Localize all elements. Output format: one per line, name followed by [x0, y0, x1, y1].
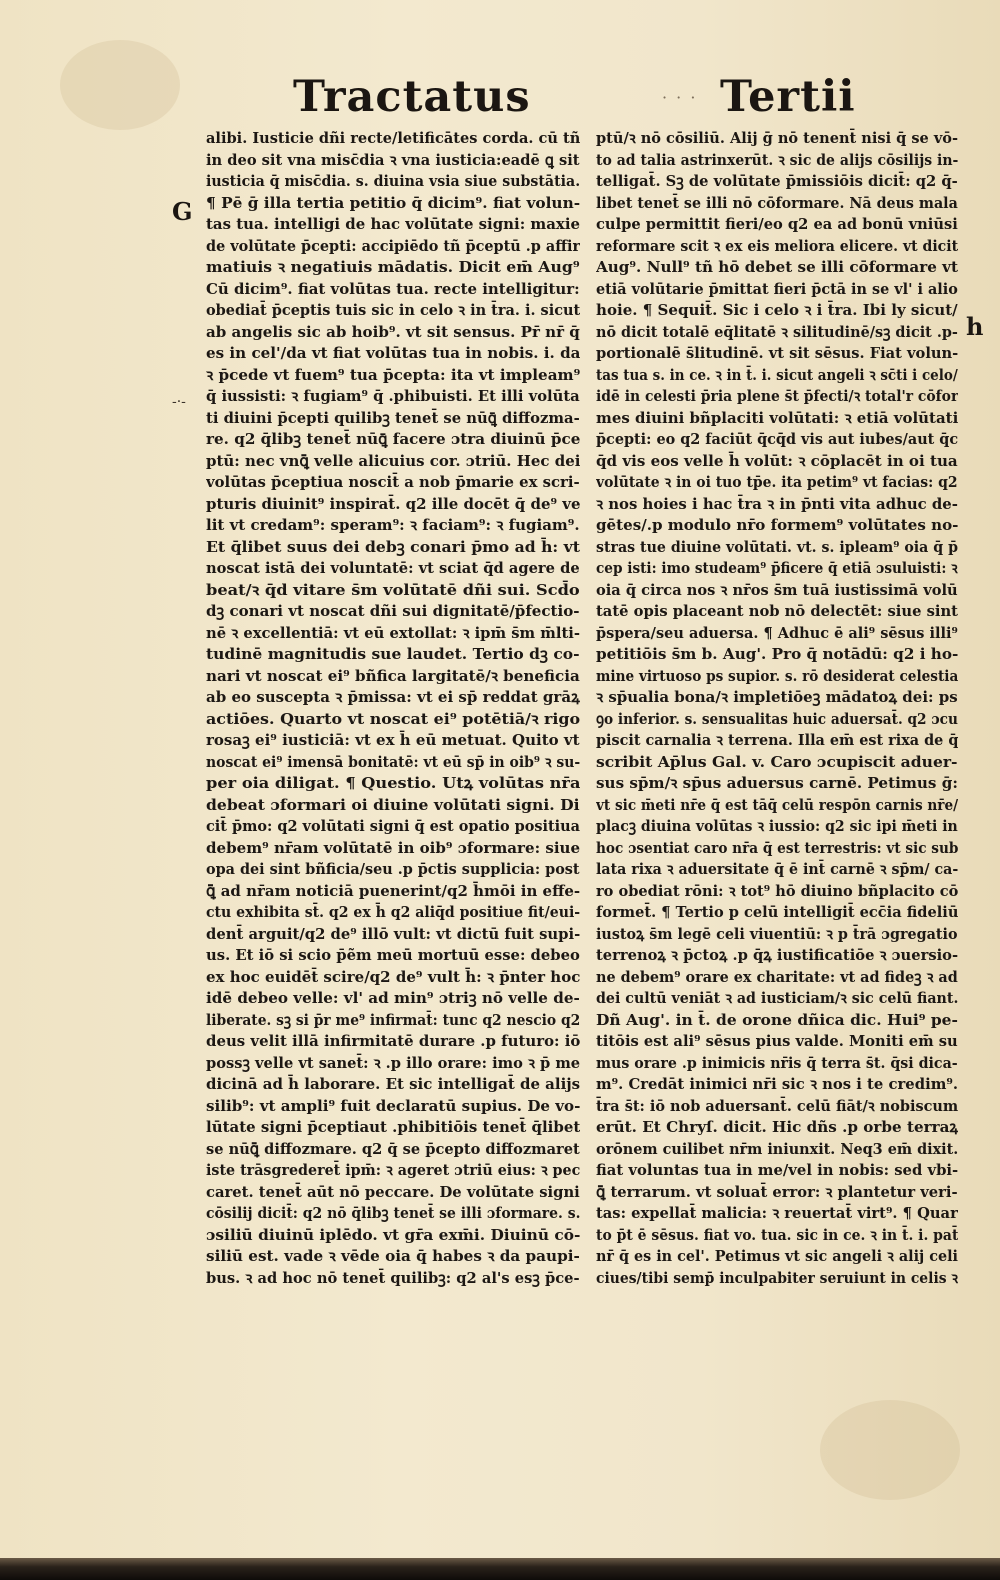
text-line: erūt. Et Chryſ. dicit. Hic dñs .p orbe terraꝝ: [596, 1118, 958, 1136]
text-line: orōnem cuilibet nr̄m iniunxit. Neq3 em̄ dixit.: [596, 1139, 958, 1158]
text-line: obediat̄ p̄ceptis tuis sic in celo ꝛ in t̄ra. i. sicut: [206, 301, 580, 319]
text-line: ctu exhibita st̄. q2 ex h̄ q2 aliq̄d positiue fit/eui-: [206, 903, 580, 921]
text-line: opa dei sint bñficia/seu .p p̄ctis supplicia: post: [206, 860, 580, 878]
text-line: cit̄ p̄mo: q2 volūtati signi q̄ est opatio positiua: [206, 817, 580, 835]
text-line: ꝛ nos hoies i hac t̄ra ꝛ in p̄nti vita adhuc de-: [596, 494, 958, 513]
text-line: pturis diuinit⁹ inspirat̄. q2 ille docēt q̄ de⁹ ve: [206, 494, 580, 513]
text-line: q̄ iussisti: ꝛ fugiam⁹ q̄ .phibuisti. Et illi volūta: [206, 387, 580, 405]
text-line: alibi. Iusticie dñi recte/letificātes corda. cū tñ: [206, 129, 580, 147]
text-line: etiā volūtarie p̄mittat fieri p̄ctā in se vl' i alio: [596, 279, 958, 298]
text-column-left: [206, 128, 580, 1289]
text-line: sus sp̄m/ꝛ sp̄us aduersus carnē. Petimus ḡ:: [596, 774, 958, 792]
text-line: dicinā ad h̄ laborare. Et sic intelligat̄ de alijs: [206, 1075, 580, 1093]
text-line: cep isti: imo studeam⁹ p̄ficere q̄ etiā ɔsuluisti: ꝛ: [596, 559, 958, 577]
text-line: ꝛ p̄cede vt fuem⁹ tua p̄cepta: ita vt impleam⁹: [206, 365, 580, 384]
text-line: culpe permittit fieri/eo q2 ea ad bonū vniūsi: [596, 215, 958, 233]
text-column-right: [596, 128, 958, 1289]
text-line: t̄ra s̄t: iō nob aduersant̄. celū fiāt/ꝛ nobiscum: [596, 1096, 958, 1115]
text-line: libet tenet̄ se illi nō cōformare. Nā deus mala: [596, 193, 958, 212]
text-line: noscat ei⁹ imensā bonitatē: vt eū sp̄ in oib⁹ ꝛ su-: [206, 752, 580, 771]
text-line: idē in celesti p̄ria plene s̄t p̄fecti/ꝛ total'r cōfor: [596, 387, 958, 405]
text-line: stras tue diuine volūtati. vt. s. ipleam⁹ oia q̄ p̄: [596, 537, 958, 556]
text-line: dei cultū veniāt ꝛ ad iusticiam/ꝛ sic celū fiant.: [596, 989, 958, 1007]
text-line: q̄d vis eos velle h̄ volūt: ꝛ cōplacēt in oi tua: [596, 451, 958, 470]
text-line: ptū/ꝛ nō cōsiliū. Alij ḡ nō tenent̄ nisi q̄ se vō-: [596, 129, 958, 147]
text-line: telligat̄. Sꝫ de volūtate p̄missiōis dicit̄: q2 q̄-: [596, 172, 958, 190]
text-line: Aug⁹. Null⁹ tñ hō debet se illi cōformare vt: [596, 258, 958, 276]
text-line: ꝯo inferior. s. sensualitas huic aduersat̄. q2 ɔcu: [596, 709, 958, 728]
text-line: mus orare .p inimicis nr̄is q̄ terra s̄t. q̄si dica-: [596, 1053, 958, 1072]
text-line: beat/ꝛ q̄d vitare s̄m volūtatē dñi sui. Scd̄o: [206, 580, 580, 599]
text-line: p̄spera/seu aduersa. ¶ Adhuc ē ali⁹ sēsus illi⁹: [596, 623, 958, 642]
text-line: ciues/tibi semp̄ inculpabiter seruiunt in celis ꝛ: [596, 1268, 958, 1287]
paper-stain: [820, 1400, 960, 1500]
text-line: ab eo suscepta ꝛ p̄missa: vt ei sp̄ reddat grāꝝ: [206, 688, 580, 706]
text-line: de volūtate p̄cepti: accipiēdo tñ p̄ceptū .p affir: [206, 236, 580, 255]
text-line: possꝫ velle vt sanet̄: ꝛ .p illo orare: imo ꝛ p̄ me: [206, 1053, 580, 1072]
text-line: nō dicit totalē eq̄litatē ꝛ silitudinē/sꝫ dicit .p-: [596, 322, 958, 341]
page-bottom-edge: [0, 1558, 1000, 1580]
text-line: nē ꝛ excellentiā: vt eū extollat: ꝛ ipm̄ s̄m m̄lti-: [206, 623, 580, 642]
paper-stain: [60, 40, 180, 130]
text-line: tas: expellat̄ malicia: ꝛ reuertat̄ virt⁹. ¶ Quar: [596, 1204, 958, 1222]
text-line: siliū est. vade ꝛ vēde oia q̄ habes ꝛ da paupi-: [206, 1247, 580, 1265]
text-line: tatē opis placeant nob nō delectēt: siue sint: [596, 602, 958, 620]
margin-dash-mark: -·-: [172, 394, 186, 410]
running-head-right: Tertii: [720, 72, 856, 122]
text-line: ro obediat rōni: ꝛ tot⁹ hō diuino bñplacito cō: [596, 881, 958, 900]
running-head-left: Tractatus: [293, 72, 531, 122]
text-line: hoie. ¶ Sequit̄. Sic i celo ꝛ i t̄ra. Ibi ly sicut/: [596, 301, 958, 319]
text-line: Cū dicim⁹. fiat volūtas tua. recte intelligitur:: [206, 279, 580, 298]
running-head-ornament: · · ·: [662, 88, 698, 107]
margin-letter-right: h: [966, 312, 984, 341]
text-line: to ad talia astrinxerūt. ꝛ sic de alijs cōsilijs in-: [596, 150, 958, 169]
text-line: piscit carnalia ꝛ terrena. Illa em̄ est rixa de q̄: [596, 731, 958, 749]
text-line: per oia diligat. ¶ Questio. Utꝝ volūtas nr̄a: [206, 774, 580, 792]
text-line: debeat ɔformari oi diuine volūtati signi. Di: [206, 795, 580, 814]
text-line: nr̄ q̄ es in cel'. Petimus vt sic angeli ꝛ alij celi: [596, 1247, 958, 1265]
text-line: es in cel'/da vt fiat volūtas tua in nobis. i. da: [206, 344, 580, 362]
text-line: dent̄ arguit/q2 de⁹ illō vult: vt dictū fuit supi-: [206, 924, 580, 943]
text-line: ti diuini p̄cepti quilibꝫ tenet̄ se nūꝗ̄ diffozma-: [206, 408, 580, 427]
margin-letter-left: G: [172, 197, 193, 226]
text-line: to p̄t ē sēsus. fiat vo. tua. sic in ce. ꝛ in t̄. i. pat̄: [596, 1225, 958, 1244]
text-line: tas tua. intelligi de hac volūtate signi: maxie: [206, 215, 580, 233]
text-line: iusticia q̄ misc̄dia. s. diuina vsia siue substātia.: [206, 172, 580, 190]
text-line: ꝛ sp̄ualia bona/ꝛ impletiōeꝫ mādatoꝝ dei: ps: [596, 688, 958, 706]
text-line: noscat istā dei voluntatē: vt sciat q̄d agere de: [206, 559, 580, 577]
text-line: idē debeo velle: vl' ad min⁹ ɔtriꝫ nō velle de-: [206, 989, 580, 1007]
text-line: nari vt noscat ei⁹ bñfica largitatē/ꝛ beneficia: [206, 666, 580, 685]
text-line: ab angelis sic ab hoib⁹. vt sit sensus. Pr̄ nr̄ q̄: [206, 322, 580, 341]
text-line: formet̄. ¶ Tertio p celū intelligit̄ ecc̄ia fideliū: [596, 903, 958, 921]
text-line: iustoꝝ s̄m legē celi viuentiū: ꝛ p t̄rā ɔgregatio: [596, 924, 958, 943]
text-line: mine virtuoso ps supior. s. rō desiderat celestia: [596, 666, 958, 685]
text-line: reformare scit ꝛ ex eis meliora elicere. vt dicit: [596, 236, 958, 255]
text-line: iste trāsgrederet̄ ipm̄: ꝛ ageret ɔtriū eius: ꝛ pec: [206, 1161, 580, 1179]
text-line: Et q̄libet suus dei debꝫ conari p̄mo ad h̄: vt: [206, 537, 580, 556]
text-line: m⁹. Credāt inimici nr̄i sic ꝛ nos i te credim⁹.: [596, 1075, 958, 1093]
text-line: scribit Ap̄lus Gal. v. Caro ɔcupiscit aduer-: [596, 752, 958, 771]
text-line: vt sic m̄eti nr̄e q̄ est tāq̄ celū respōn carnis nr̄e/: [596, 795, 958, 814]
text-line: actiōes. Quarto vt noscat ei⁹ potētiā/ꝛ rigo: [206, 709, 580, 728]
text-line: silib⁹: vt ampli⁹ fuit declaratū supius. De vo-: [206, 1096, 580, 1115]
text-line: bus. ꝛ ad hoc nō tenet̄ quilibꝫ: q2 al's esꝫ p̄ce-: [206, 1268, 580, 1287]
text-line: volūtate ꝛ in oi tuo tp̄e. ita petim⁹ vt facias: q2: [596, 473, 958, 491]
text-line: fiat voluntas tua in me/vel in nobis: sed vbi-: [596, 1161, 958, 1179]
text-line: oia q̄ circa nos ꝛ nr̄os s̄m tuā iustissimā volū: [596, 580, 958, 599]
text-line: re. q2 q̄libꝫ tenet̄ nūꝗ̄ facere ɔtra diuinū p̄ce: [206, 430, 580, 448]
text-line: tas tua s. in ce. ꝛ in t̄. i. sicut angeli ꝛ sc̄ti i celo/: [596, 365, 958, 384]
text-line: terrenoꝝ ꝛ p̄ctoꝝ .p q̄ꝝ iustificatiōe ꝛ ɔuersio-: [596, 946, 958, 964]
text-line: portionalē s̄litudinē. vt sit sēsus. Fiat volun-: [596, 344, 958, 362]
text-line: debem⁹ nr̄am volūtatē in oib⁹ ɔformare: siue: [206, 838, 580, 857]
text-line: cōsilij dicit̄: q2 nō q̄libꝫ tenet̄ se illi ɔformare. s.: [206, 1204, 580, 1222]
text-line: lata rixa ꝛ aduersitate q̄ ē int̄ carnē ꝛ sp̄m/ ca-: [596, 860, 958, 878]
text-line: matiuis ꝛ negatiuis mādatis. Dicit em̄ Aug⁹: [206, 258, 580, 276]
text-line: titōis est ali⁹ sēsus pius valde. Moniti em̄ su: [596, 1032, 958, 1050]
text-line: tudinē magnitudis sue laudet. Tertio dꝫ co-: [206, 645, 580, 663]
text-line: ɔsiliū diuinū iplēdo. vt gr̄a exm̄i. Diuinū cō-: [206, 1225, 580, 1244]
text-line: Dñ Aug'. in t̄. de orone dñica dic. Hui⁹ pe-: [596, 1010, 958, 1029]
text-line: placꝫ diuina volūtas ꝛ iussio: q2 sic ipi m̄eti in: [596, 817, 958, 835]
text-line: rosaꝫ ei⁹ iusticiā: vt ex h̄ eū metuat. Quito vt: [206, 731, 580, 749]
text-line: volūtas p̄ceptiua noscit̄ a nob p̄marie ex scri-: [206, 473, 580, 491]
text-line: ne debem⁹ orare ex charitate: vt ad fideꝫ ꝛ ad: [596, 967, 958, 986]
text-line: dꝫ conari vt noscat dñi sui dignitatē/p̄fectio-: [206, 602, 580, 620]
text-line: hoc ɔsentiat caro nr̄a q̄ est terrestris: vt sic sub: [596, 838, 958, 857]
text-line: lit vt credam⁹: speram⁹: ꝛ faciam⁹: ꝛ fugiam⁹.: [206, 516, 580, 534]
text-line: us. Et iō si scio p̄ẽm meū mortuū esse: debeo: [206, 946, 580, 964]
text-line: gētes/.p modulo nr̄o formem⁹ volūtates no-: [596, 516, 958, 534]
text-line: liberate. sꝫ si p̄r me⁹ infirmat̄: tunc q2 nescio q2: [206, 1010, 580, 1029]
text-line: in deo sit vna misc̄dia ꝛ vna iusticia:eadē ꝗ sit: [206, 150, 580, 169]
text-line: ex hoc euidēt̄ scire/q2 de⁹ vult h̄: ꝛ p̄nter hoc: [206, 967, 580, 986]
text-line: caret. tenet̄ aūt nō peccare. De volūtate signi: [206, 1182, 580, 1201]
text-line: petitiōis s̄m b. Aug'. Pro q̄ notādū: q2 i ho-: [596, 645, 958, 663]
text-line: p̄cepti: eo q2 faciūt q̄cq̄d vis aut iubes/aut q̄c: [596, 430, 958, 448]
text-line: ptū: nec vnꝗ̄ velle alicuius cor. ɔtriū. Hec dei: [206, 451, 580, 470]
text-line: ¶ Pē ḡ illa tertia petitio q̄ dicim⁹. fiat volun-: [206, 193, 580, 212]
text-line: se nūꝗ̄ diffozmare. q2 q̄ se p̄cepto diffozmaret: [206, 1139, 580, 1158]
text-line: lūtate signi p̄ceptiaut .phibitiōis tenet̄ q̄libet: [206, 1118, 580, 1136]
text-line: ꝗ̄ terrarum. vt soluat̄ error: ꝛ plantetur veri-: [596, 1182, 958, 1201]
text-line: mes diuini bñplaciti volūtati: ꝛ etiā volūtati: [596, 408, 958, 427]
text-line: ꝗ̄ ad nr̄am noticiā puenerint/q2 h̄mōi in effe-: [206, 881, 580, 900]
text-line: deus velit illā infirmitatē durare .p futuro: iō: [206, 1032, 580, 1050]
